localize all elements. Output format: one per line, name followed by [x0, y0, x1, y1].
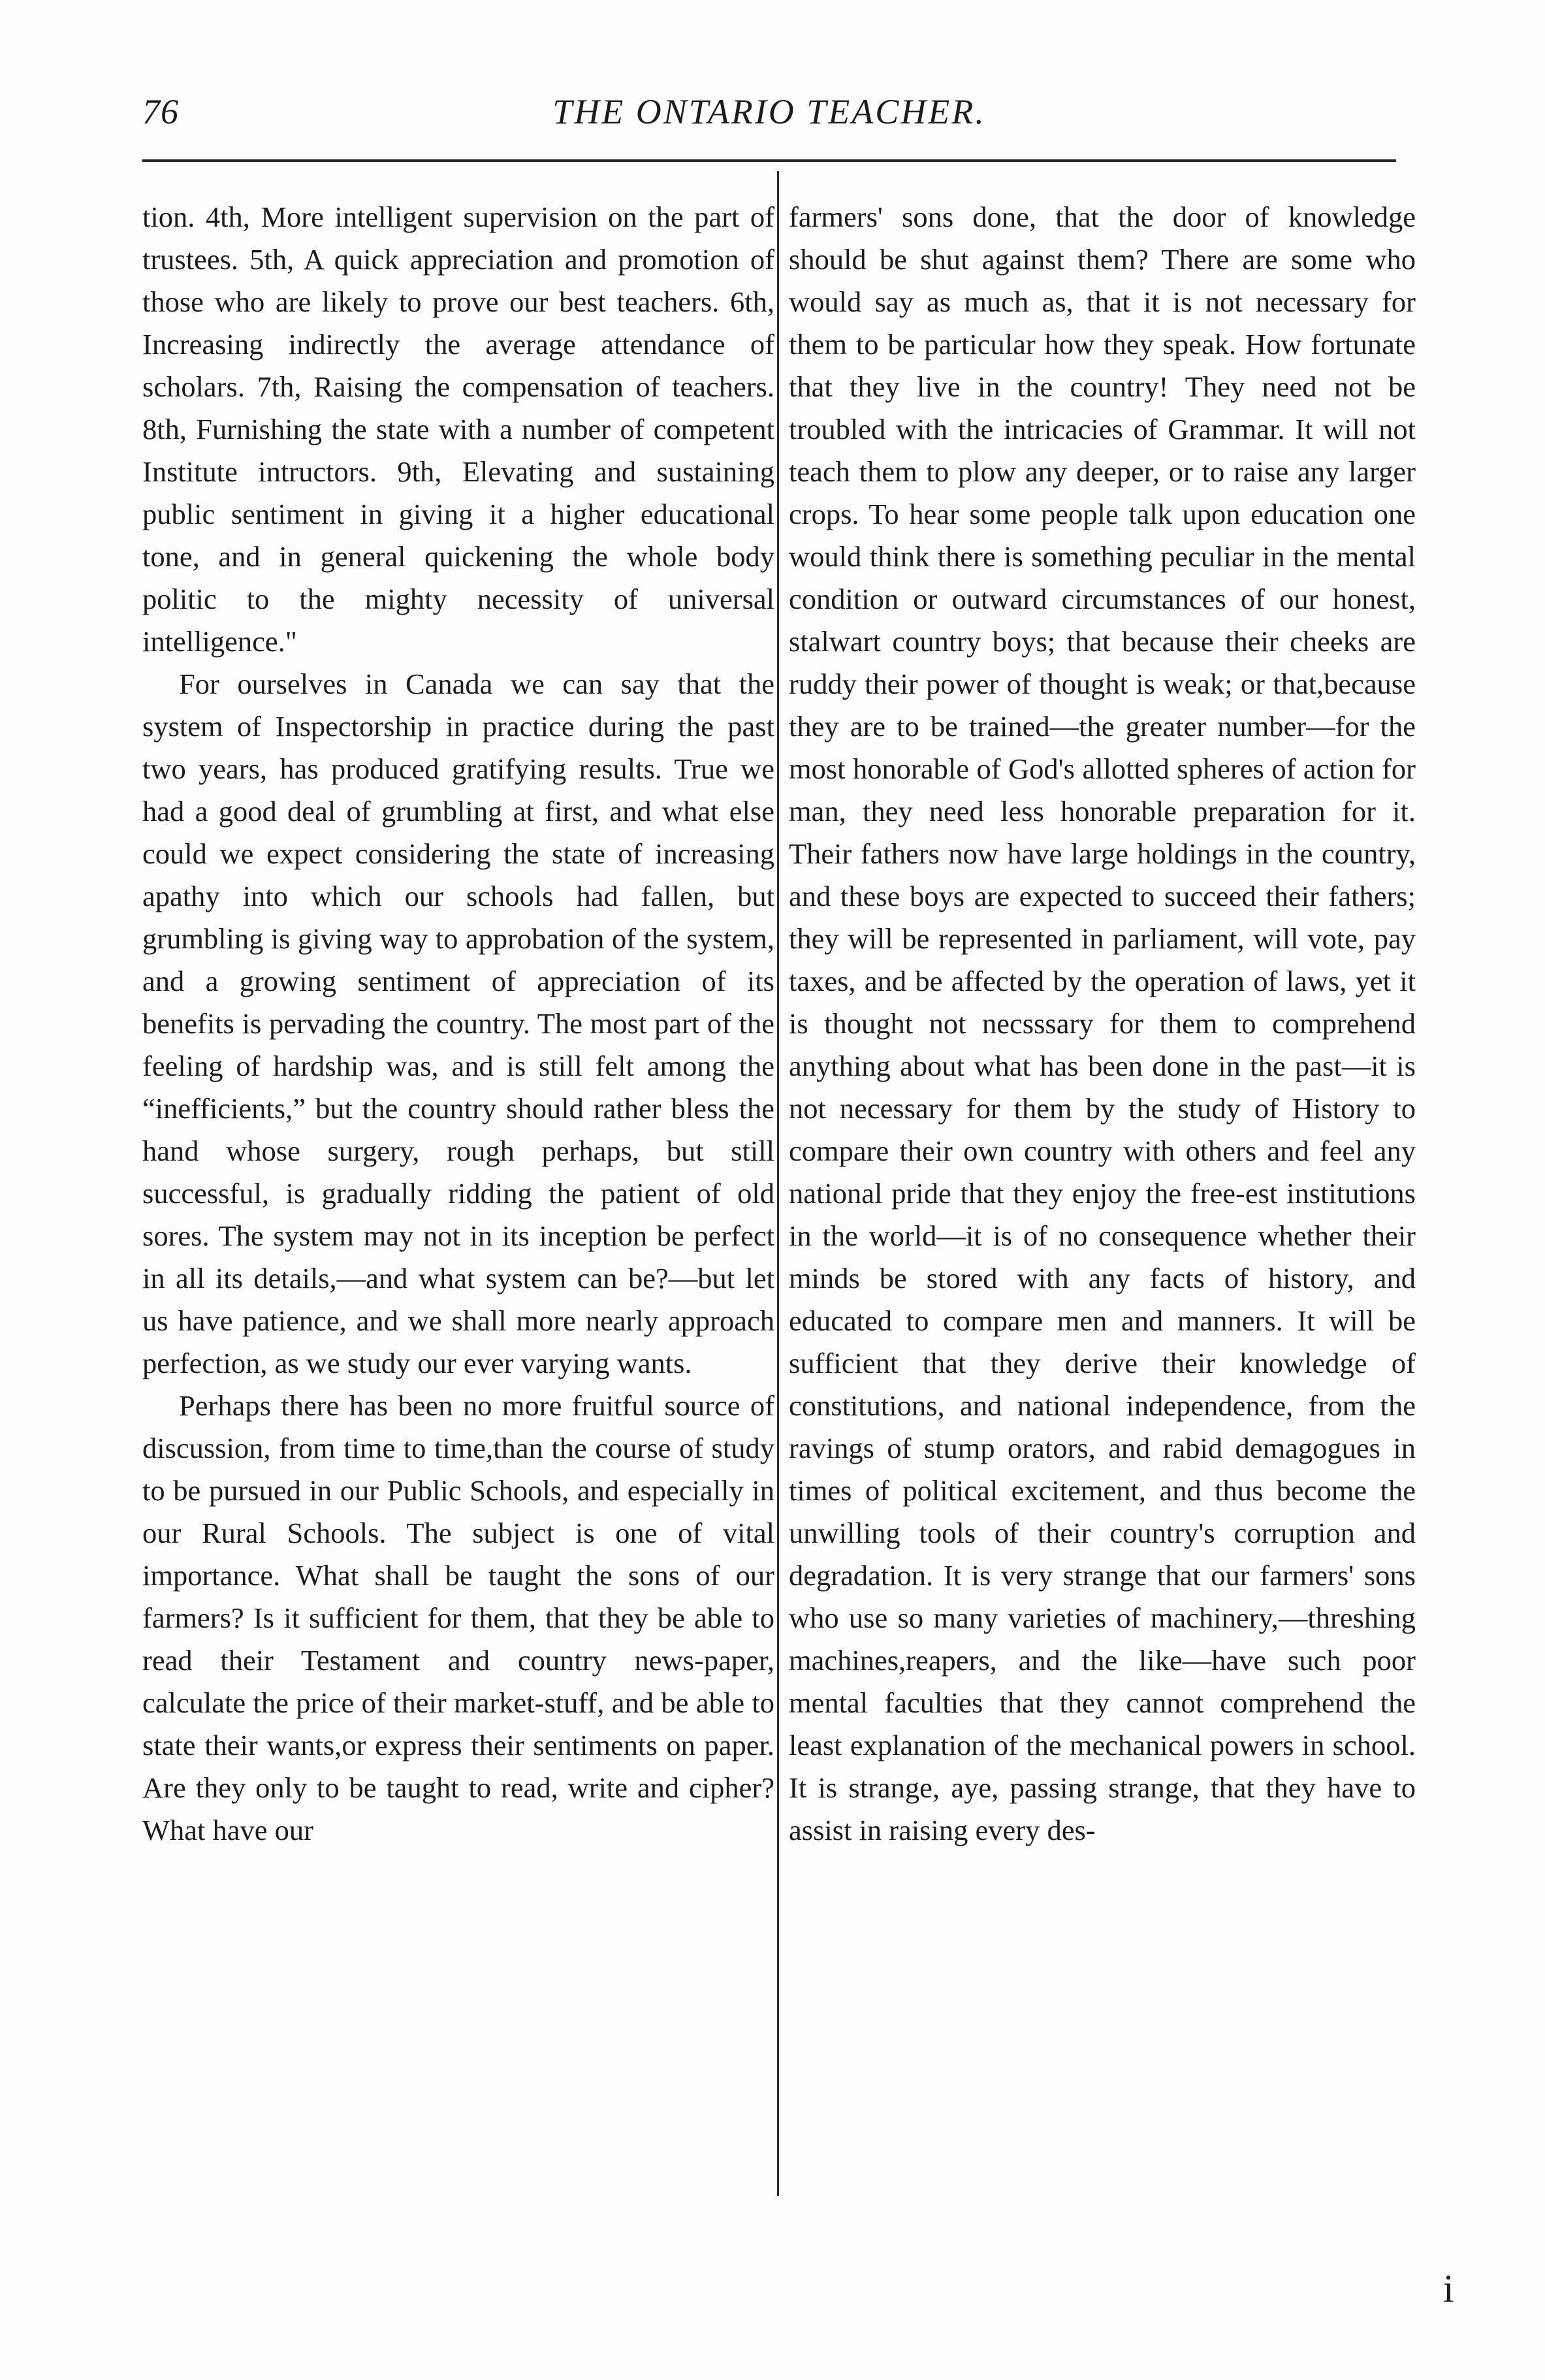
signature-mark: i: [1443, 2267, 1454, 2310]
paragraph-course-of-study: Perhaps there has been no more fruitful source of discussion, from time to time,than the course of study to be pursued in our Public Schools, and especially in our Rural Schools. The subject is one of vital importance. What shall be taught the sons of our farmers? Is it sufficient for them, that they be able to read their Testament and country news-paper, calculate the price of their market-stuff, and be able to state their wants,or express their sentiments on paper. Are they only to be taught to read, write and cipher? What have our: [142, 1389, 774, 1846]
page-number: 76: [142, 92, 179, 131]
left-column: [142, 196, 774, 1852]
paragraph-continued: tion. 4th, More intelligent supervision on the part of trustees. 5th, A quick appreciation and promotion of those who are likely to prove our best teachers. 6th, Increasing indirectly the average attendance of scholars. 7th, Raising the compensation of teachers. 8th, Furnishing the state with a number of competent Institute intructors. 9th, Elevating and sustaining public sentiment in giving it a higher educational tone, and in general quickening the whole body politic to the mighty necessity of universal intelligence.": [142, 201, 774, 658]
header-rule: [142, 159, 1396, 162]
column-divider: [777, 171, 779, 2196]
paragraph-inspectorship: For ourselves in Canada we can say that the system of Inspectorship in practice during the past two years, has produced gratifying results. True we had a good deal of grumbling at first, and what else could we expect considering the state of increasing apathy into which our schools had fallen, but grumbling is giving way to approbation of the system, and a growing sentiment of appreciation of its benefits is pervading the country. The most part of the feeling of hardship was, and is still felt among the “inefficients,” but the country should rather bless the hand whose surgery, rough perhaps, but still successful, is gradually ridding the patient of old sores. The system may not in its inception be perfect in all its details,—and what system can be?—but let us have patience, and we shall more nearly approach perfection, as we study our ever varying wants.: [142, 667, 774, 1379]
paragraph-farmers-sons: farmers' sons done, that the door of knowledge should be shut against them? There are some who would say as much as, that it is not necessary for them to be particular how they speak. How fortunate that they live in the country! They need not be troubled with the intricacies of Grammar. It will not teach them to plow any deeper, or to raise any larger crops. To hear some people talk upon education one would think there is something peculiar in the mental condition or outward circumstances of our honest, stalwart country boys; that because their cheeks are ruddy their power of thought is weak; or that,because they are to be trained—the greater number—for the most honorable of God's allotted spheres of action for man, they need less honorable preparation for it. Their fathers now have large holdings in the country, and these boys are expected to succeed their fathers; they will be represented in parliament, will vote, pay taxes, and be affected by the operation of laws, yet it is thought not necsssary for them to comprehend anything about what has been done in the past—it is not necessary for them by the study of History to compare their own country with others and feel any national pride that they enjoy the free-est institutions in the world—it is of no consequence whether their minds be stored with any facts of history, and educated to compare men and manners. It will be sufficient that they derive their knowledge of constitutions, and national independence, from the ravings of stump orators, and rabid demagogues in times of political excitement, and thus become the unwilling tools of their country's corruption and degradation. It is very strange that our farmers' sons who use so many varieties of machinery,—threshing machines,reapers, and the like—have such poor mental faculties that they cannot comprehend the least explanation of the mechanical powers in school. It is strange, aye, passing strange, that they have to assist in raising every des-: [789, 201, 1416, 1846]
running-title: THE ONTARIO TEACHER.: [552, 92, 986, 131]
page-header: [142, 91, 1396, 150]
right-column: [789, 196, 1416, 1852]
